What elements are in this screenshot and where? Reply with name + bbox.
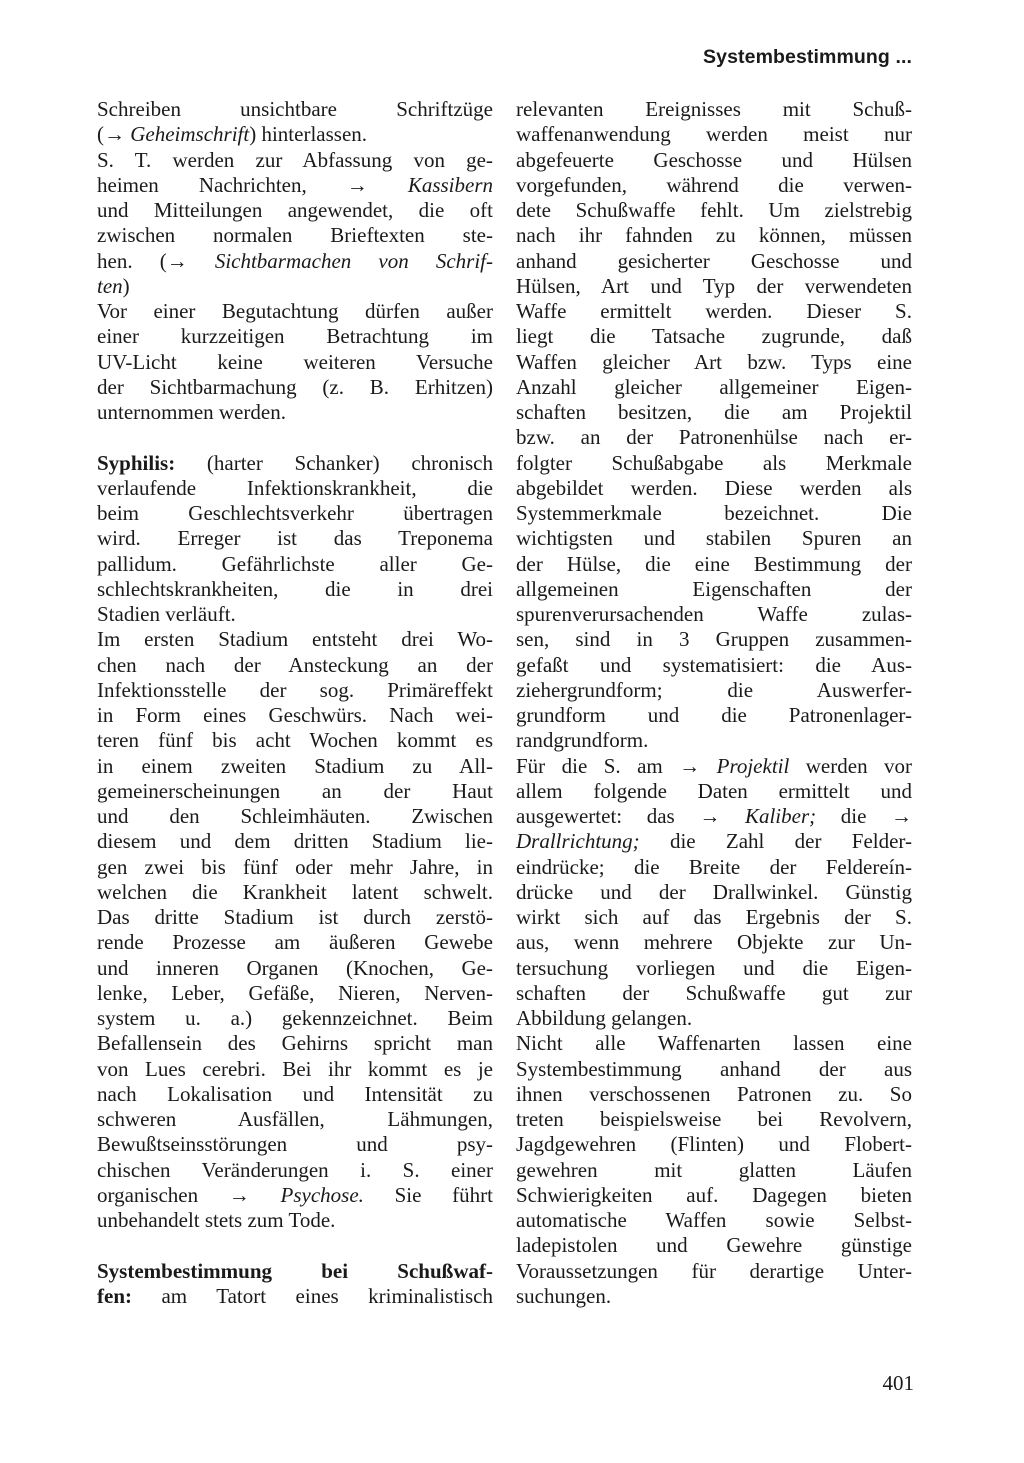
text-line xyxy=(516,880,912,905)
text-run: drücke und der Drallwinkel. Günstig xyxy=(516,879,912,904)
text-line xyxy=(97,703,493,728)
text-run: Schreiben unsichtbare Schriftzüge xyxy=(97,97,493,121)
text-run: Hülsen, Art und Typ der verwendeten xyxy=(516,273,912,298)
text-run: einer kurzzeitigen Betrachtung im xyxy=(97,324,493,349)
text-line xyxy=(97,627,493,652)
text-run: ladepistolen und Gewehre günstige xyxy=(516,1233,912,1258)
text-run: hen. (→ xyxy=(97,248,215,273)
text-run: rende Prozesse am äußeren Gewebe xyxy=(97,930,493,955)
italic-reference: Kaliber; xyxy=(744,804,817,828)
text-line xyxy=(97,779,493,804)
text-run: Stadien verläuft. xyxy=(97,602,236,626)
text-run: der Hülse, die eine Bestimmung der xyxy=(516,551,912,576)
text-run: relevanten Ereignisses mit Schuß- xyxy=(516,97,912,121)
text-line xyxy=(97,148,493,173)
text-line xyxy=(516,829,912,854)
text-line xyxy=(97,1006,493,1031)
text-run: aus, wenn mehrere Objekte zur Un- xyxy=(516,930,912,955)
text-run: unternommen werden. xyxy=(97,400,286,424)
text-run: gen zwei bis fünf oder mehr Jahre, in xyxy=(97,854,493,879)
text-line xyxy=(516,501,912,526)
text-run: am Tatort eines kriminalistisch xyxy=(132,1283,493,1308)
text-line xyxy=(97,754,493,779)
text-line xyxy=(516,905,912,930)
text-line xyxy=(97,299,493,324)
text-line xyxy=(516,1183,912,1208)
text-line xyxy=(516,956,912,981)
text-line xyxy=(97,855,493,880)
text-run: Jagdgewehren (Flinten) und Flobert- xyxy=(516,1132,912,1157)
text-line xyxy=(97,350,493,375)
text-run: Schwierigkeiten auf. Dagegen bieten xyxy=(516,1182,912,1207)
text-run: Infektionsstelle der sog. Primäreffekt xyxy=(97,677,493,702)
text-line xyxy=(97,1208,493,1233)
text-line xyxy=(97,1259,493,1284)
text-line xyxy=(516,1233,912,1258)
text-run: die Zahl der Felder- xyxy=(639,829,912,854)
text-line xyxy=(97,526,493,551)
text-line xyxy=(516,804,912,829)
text-run: chen nach der Ansteckung an der xyxy=(97,652,493,677)
text-run: verlaufende Infektionskrankheit, die xyxy=(97,475,493,500)
text-run: welchen die Krankheit latent schwelt. xyxy=(97,879,493,904)
text-run: Systembestimmung anhand der aus xyxy=(516,1056,912,1081)
text-run: schlechtskrankheiten, die in drei xyxy=(97,576,493,601)
text-line xyxy=(516,1082,912,1107)
text-run: nach ihr fahnden zu können, müssen xyxy=(516,223,912,248)
text-run: Abbildung gelangen. xyxy=(516,1006,693,1030)
text-line xyxy=(516,552,912,577)
italic-reference: ten xyxy=(97,273,123,298)
text-run: in Form eines Geschwürs. Nach wei- xyxy=(97,703,493,727)
text-run: heimen Nachrichten, → xyxy=(97,172,408,197)
text-run: organischen → xyxy=(97,1182,281,1207)
text-line xyxy=(516,274,912,299)
right-column xyxy=(516,97,912,1309)
text-line xyxy=(516,1208,912,1233)
text-line xyxy=(97,905,493,930)
text-run: wichtigsten und stabilen Spuren an xyxy=(516,526,912,551)
text-line xyxy=(516,981,912,1006)
text-line xyxy=(97,804,493,829)
text-line xyxy=(97,880,493,905)
text-run: zwischen normalen Brieftexten ste- xyxy=(97,223,493,248)
italic-reference: Kassibern xyxy=(407,172,493,197)
text-run: gemeinerscheinungen an der Haut xyxy=(97,778,493,803)
text-line xyxy=(97,476,493,501)
text-run: Das dritte Stadium ist durch zerstö- xyxy=(97,905,493,929)
text-run: lenke, Leber, Gefäße, Nieren, Nerven- xyxy=(97,980,493,1005)
text-line xyxy=(516,653,912,678)
text-line xyxy=(516,324,912,349)
text-line xyxy=(516,400,912,425)
text-run: S. T. werden zur Abfassung von ge- xyxy=(97,147,493,172)
text-run: Nicht alle Waffenarten lassen eine xyxy=(516,1031,912,1056)
text-line xyxy=(97,728,493,753)
text-line xyxy=(97,829,493,854)
text-line xyxy=(516,249,912,274)
text-run: wirkt sich auf das Ergebnis der S. xyxy=(516,905,912,929)
text-run: beim Geschlechtsverkehr übertragen xyxy=(97,501,493,525)
text-line xyxy=(516,930,912,955)
text-run: Für die S. am → xyxy=(516,753,717,778)
text-line xyxy=(516,375,912,400)
text-run: gewehren mit glatten Läufen xyxy=(516,1157,912,1182)
text-run: der Sichtbarmachung (z. B. Erhitzen) xyxy=(97,374,493,399)
text-run: abgefeuerte Geschosse und Hülsen xyxy=(516,147,912,172)
text-line xyxy=(97,451,493,476)
text-line xyxy=(97,577,493,602)
text-run: diesem und dem dritten Stadium lie- xyxy=(97,829,493,854)
text-line xyxy=(516,1107,912,1132)
text-run: dete Schußwaffe fehlt. Um zielstrebig xyxy=(516,198,912,222)
text-run: und den Schleimhäuten. Zwischen xyxy=(97,804,493,828)
text-run: ziehergrundform; die Auswerfer- xyxy=(516,677,912,702)
paragraph-gap xyxy=(97,1233,493,1258)
text-line xyxy=(516,1057,912,1082)
text-run: (harter Schanker) chronisch xyxy=(175,450,493,475)
text-line xyxy=(516,1006,912,1031)
text-line xyxy=(516,299,912,324)
text-line xyxy=(516,1284,912,1309)
text-line xyxy=(516,855,912,880)
text-line xyxy=(97,501,493,526)
text-line xyxy=(516,173,912,198)
italic-reference: Psychose. xyxy=(280,1182,364,1207)
text-line xyxy=(97,1107,493,1132)
italic-reference: Geheimschrift xyxy=(130,122,250,147)
text-line xyxy=(97,400,493,425)
text-run: ) hinterlassen. xyxy=(249,122,368,147)
text-line xyxy=(97,324,493,349)
text-line xyxy=(97,122,493,147)
italic-reference: Projektil xyxy=(716,753,790,778)
text-run: (→ xyxy=(97,122,131,147)
text-run: und inneren Organen (Knochen, Ge- xyxy=(97,955,493,980)
text-run: Systemmerkmale bezeichnet. Die xyxy=(516,501,912,525)
page-number: 401 xyxy=(882,1371,914,1395)
text-run: Im ersten Stadium entsteht drei Wo- xyxy=(97,627,493,652)
text-run: UV-Licht keine weiteren Versuche xyxy=(97,349,493,374)
text-line xyxy=(97,1183,493,1208)
text-run: liegt die Tatsache zugrunde, daß xyxy=(516,324,912,349)
text-line xyxy=(97,173,493,198)
text-run: schaften besitzen, die am Projektil xyxy=(516,400,912,424)
text-line xyxy=(516,223,912,248)
text-line xyxy=(516,451,912,476)
text-run: vorgefunden, während die verwen- xyxy=(516,172,912,197)
left-column xyxy=(97,97,493,1309)
text-run: waffenanwendung werden meist nur xyxy=(516,122,912,147)
text-run: werden vor xyxy=(789,753,913,778)
text-line xyxy=(97,930,493,955)
running-head: Systembestimmung ... xyxy=(703,46,912,68)
text-line xyxy=(516,97,912,122)
text-run: spurenverursachenden Waffe zulas- xyxy=(516,602,912,626)
text-line xyxy=(516,627,912,652)
text-line xyxy=(97,981,493,1006)
text-line xyxy=(516,1259,912,1284)
text-run: von Lues cerebri. Bei ihr kommt es je xyxy=(97,1056,493,1081)
text-line xyxy=(97,1082,493,1107)
text-run: allem folgende Daten ermittelt und xyxy=(516,778,912,803)
italic-reference: Sichtbarmachen von Schrif- xyxy=(214,248,493,273)
italic-reference: Drallrichtung; xyxy=(516,829,640,854)
text-line xyxy=(97,1158,493,1183)
text-run: schweren Ausfällen, Lähmungen, xyxy=(97,1107,493,1131)
text-line xyxy=(516,425,912,450)
text-line xyxy=(516,350,912,375)
text-run: Anzahl gleicher allgemeiner Eigen- xyxy=(516,374,912,399)
text-run: grundform und die Patronenlager- xyxy=(516,703,912,727)
text-line xyxy=(516,703,912,728)
text-run: ihnen verschossenen Patronen zu. So xyxy=(516,1081,912,1106)
text-line xyxy=(516,678,912,703)
text-run: Sie führt xyxy=(363,1182,493,1207)
text-line xyxy=(516,1031,912,1056)
text-line xyxy=(97,1284,493,1309)
text-run: system u. a.) gekennzeichnet. Beim xyxy=(97,1006,493,1030)
text-line xyxy=(516,779,912,804)
paragraph-gap xyxy=(97,425,493,450)
text-run: anhand gesicherter Geschosse und xyxy=(516,248,912,273)
text-run: Voraussetzungen für derartige Unter- xyxy=(516,1258,912,1283)
text-line xyxy=(97,97,493,122)
text-line xyxy=(516,577,912,602)
text-line xyxy=(97,249,493,274)
text-run: abgebildet werden. Diese werden als xyxy=(516,475,912,500)
text-run: ) xyxy=(122,273,130,298)
text-run: sen, sind in 3 Gruppen zusammen- xyxy=(516,627,912,652)
text-line xyxy=(516,476,912,501)
text-line xyxy=(97,223,493,248)
text-line xyxy=(516,1158,912,1183)
text-run: in einem zweiten Stadium zu All- xyxy=(97,753,493,778)
text-line xyxy=(97,602,493,627)
text-run: die → xyxy=(816,804,912,828)
text-run: teren fünf bis acht Wochen kommt es xyxy=(97,728,493,753)
text-run: automatische Waffen sowie Selbst- xyxy=(516,1208,912,1232)
text-run: nach Lokalisation und Intensität zu xyxy=(97,1081,493,1106)
text-line xyxy=(97,552,493,577)
text-run: pallidum. Gefährlichste aller Ge- xyxy=(97,551,493,576)
text-run: und Mitteilungen angewendet, die oft xyxy=(97,198,493,222)
text-line xyxy=(97,1031,493,1056)
text-run: unbehandelt stets zum Tode. xyxy=(97,1208,336,1232)
text-run: gefaßt und systematisiert: die Aus- xyxy=(516,652,912,677)
bold-term: Syphilis: xyxy=(97,450,176,475)
text-line xyxy=(516,526,912,551)
text-run: bzw. an der Patronenhülse nach er- xyxy=(516,425,912,450)
text-run: tersuchung vorliegen und die Eigen- xyxy=(516,955,912,980)
bold-term: fen: xyxy=(97,1283,132,1308)
text-line xyxy=(97,653,493,678)
text-run: wird. Erreger ist das Treponema xyxy=(97,526,493,551)
text-run: allgemeinen Eigenschaften der xyxy=(516,576,912,601)
text-line xyxy=(97,198,493,223)
text-run: Befallensein des Gehirns spricht man xyxy=(97,1031,493,1056)
text-line xyxy=(516,602,912,627)
text-line xyxy=(97,1132,493,1157)
text-line xyxy=(516,198,912,223)
text-line xyxy=(516,122,912,147)
text-run: chischen Veränderungen i. S. einer xyxy=(97,1157,493,1182)
text-line xyxy=(97,956,493,981)
text-run: treten beispielsweise bei Revolvern, xyxy=(516,1107,912,1131)
text-line xyxy=(516,148,912,173)
text-line xyxy=(97,678,493,703)
text-line xyxy=(97,375,493,400)
text-line xyxy=(516,728,912,753)
text-run: eindrücke; die Breite der Feldereín- xyxy=(516,854,912,879)
bold-term: Systembestimmung bei Schußwaf- xyxy=(97,1258,493,1283)
text-line xyxy=(516,1132,912,1157)
text-run: schaften der Schußwaffe gut zur xyxy=(516,980,912,1005)
text-line xyxy=(97,1057,493,1082)
text-line xyxy=(97,274,493,299)
text-run: Bewußtseinsstörungen und psy- xyxy=(97,1132,493,1157)
text-line xyxy=(516,754,912,779)
text-run: Vor einer Begutachtung dürfen außer xyxy=(97,299,493,323)
text-run: folgter Schußabgabe als Merkmale xyxy=(516,450,912,475)
text-run: Waffen gleicher Art bzw. Typs eine xyxy=(516,349,912,374)
text-run: suchungen. xyxy=(516,1283,612,1308)
text-run: randgrundform. xyxy=(516,728,649,753)
text-run: Waffe ermittelt werden. Dieser S. xyxy=(516,299,912,323)
text-run: ausgewertet: das → xyxy=(516,804,745,828)
